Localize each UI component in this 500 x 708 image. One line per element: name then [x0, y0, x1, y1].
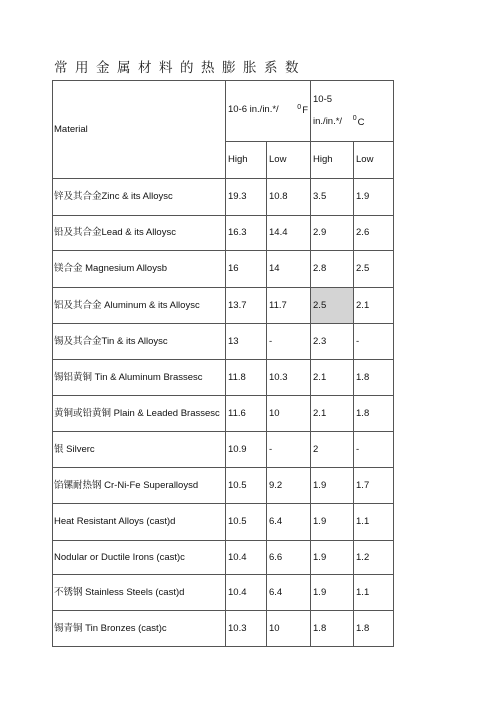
c-high-cell: 1.9 [311, 541, 354, 575]
f-high-cell: 10.5 [226, 468, 267, 504]
header-unit-celsius [311, 81, 394, 142]
c-low-cell: 2.5 [354, 251, 394, 288]
c-low-cell: 1.8 [354, 396, 394, 432]
material-cell: 银 Silverc [53, 432, 226, 468]
f-low-cell: - [267, 432, 311, 468]
c-high-cell: 3.5 [311, 179, 354, 216]
f-high-cell: 10.3 [226, 611, 267, 647]
f-high-cell: 10.5 [226, 504, 267, 541]
f-low-cell: 6.4 [267, 575, 311, 611]
c-high-cell: 2.8 [311, 251, 354, 288]
f-low-cell: 10.3 [267, 360, 311, 396]
c-high-cell: 1.9 [311, 468, 354, 504]
table-row [53, 575, 394, 611]
f-low-cell: 6.4 [267, 504, 311, 541]
c-low-cell: - [354, 324, 394, 360]
c-high-cell: 2.1 [311, 396, 354, 432]
unit-c-line2: in./in.*/ [313, 116, 343, 128]
table-row [53, 251, 394, 288]
f-low-cell: 9.2 [267, 468, 311, 504]
f-high-cell: 13 [226, 324, 267, 360]
table-row [53, 216, 394, 251]
c-low-cell: 1.1 [354, 575, 394, 611]
table-row [53, 360, 394, 396]
unit-c-degree: 0 [352, 115, 357, 123]
f-high-cell: 10.4 [226, 541, 267, 575]
unit-f-text: 10-6 in./in.*/ [228, 104, 279, 116]
material-cell: 锌及其合金Zinc & its Alloysc [53, 179, 226, 216]
f-low-cell: 10.8 [267, 179, 311, 216]
c-high-cell: 2.1 [311, 360, 354, 396]
c-high-cell: 2.3 [311, 324, 354, 360]
f-low-cell: 11.7 [267, 288, 311, 324]
f-high-cell: 11.8 [226, 360, 267, 396]
table-row [53, 541, 394, 575]
header-f-low: Low [267, 142, 311, 179]
c-low-cell: 2.1 [354, 288, 394, 324]
f-low-cell: - [267, 324, 311, 360]
c-low-cell: 1.8 [354, 360, 394, 396]
f-high-cell: 13.7 [226, 288, 267, 324]
material-cell: 锡及其合金Tin & its Alloysc [53, 324, 226, 360]
thermal-expansion-table [52, 80, 394, 647]
header-c-low: Low [354, 142, 394, 179]
f-high-cell: 10.4 [226, 575, 267, 611]
c-low-cell: 1.2 [354, 541, 394, 575]
header-unit-fahrenheit [226, 81, 311, 142]
c-high-cell: 1.8 [311, 611, 354, 647]
material-cell: 馅镙耐热钢 Cr-Ni-Fe Superalloysd [53, 468, 226, 504]
unit-c-line1: 10-5 [313, 93, 333, 105]
unit-f-letter: F [302, 105, 309, 117]
c-low-cell: - [354, 432, 394, 468]
f-high-cell: 16 [226, 251, 267, 288]
f-high-cell: 10.9 [226, 432, 267, 468]
material-cell: 锡青铜 Tin Bronzes (cast)c [53, 611, 226, 647]
c-low-cell: 1.8 [354, 611, 394, 647]
c-low-cell: 2.6 [354, 216, 394, 251]
header-f-high: High [226, 142, 267, 179]
unit-c-letter: C [357, 116, 365, 128]
material-cell: Nodular or Ductile Irons (cast)c [53, 541, 226, 575]
c-high-cell: 1.9 [311, 504, 354, 541]
table-row [53, 396, 394, 432]
c-low-cell: 1.7 [354, 468, 394, 504]
c-high-cell: 1.9 [311, 575, 354, 611]
table-row [53, 288, 394, 324]
c-high-cell: 2.5 [311, 288, 354, 324]
table-body [53, 81, 394, 647]
f-low-cell: 14 [267, 251, 311, 288]
table-row [53, 611, 394, 647]
c-high-cell: 2 [311, 432, 354, 468]
header-row-units [53, 81, 394, 142]
header-material: Material [53, 81, 226, 179]
material-cell: 不锈钢 Stainless Steels (cast)d [53, 575, 226, 611]
table-row [53, 432, 394, 468]
document-title: 常用金属材料的热膨胀系数 [54, 60, 306, 76]
material-cell: 铝及其合金 Aluminum & its Alloysc [53, 288, 226, 324]
f-low-cell: 10 [267, 396, 311, 432]
c-low-cell: 1.1 [354, 504, 394, 541]
material-cell: 镁合金 Magnesium Alloysb [53, 251, 226, 288]
f-low-cell: 6.6 [267, 541, 311, 575]
c-low-cell: 1.9 [354, 179, 394, 216]
material-cell: 锡铝黄铜 Tin & Aluminum Brassesc [53, 360, 226, 396]
table-row [53, 324, 394, 360]
unit-f-degree: 0 [297, 104, 302, 112]
f-high-cell: 19.3 [226, 179, 267, 216]
table-row [53, 468, 394, 504]
f-high-cell: 11.6 [226, 396, 267, 432]
f-low-cell: 10 [267, 611, 311, 647]
f-high-cell: 16.3 [226, 216, 267, 251]
table-row [53, 179, 394, 216]
material-cell: 铅及其合金Lead & its Alloysc [53, 216, 226, 251]
material-cell: 黄铜或铅黄铜 Plain & Leaded Brassesc [53, 396, 226, 432]
header-c-high: High [311, 142, 354, 179]
f-low-cell: 14.4 [267, 216, 311, 251]
table-row [53, 504, 394, 541]
c-high-cell: 2.9 [311, 216, 354, 251]
material-cell: Heat Resistant Alloys (cast)d [53, 504, 226, 541]
